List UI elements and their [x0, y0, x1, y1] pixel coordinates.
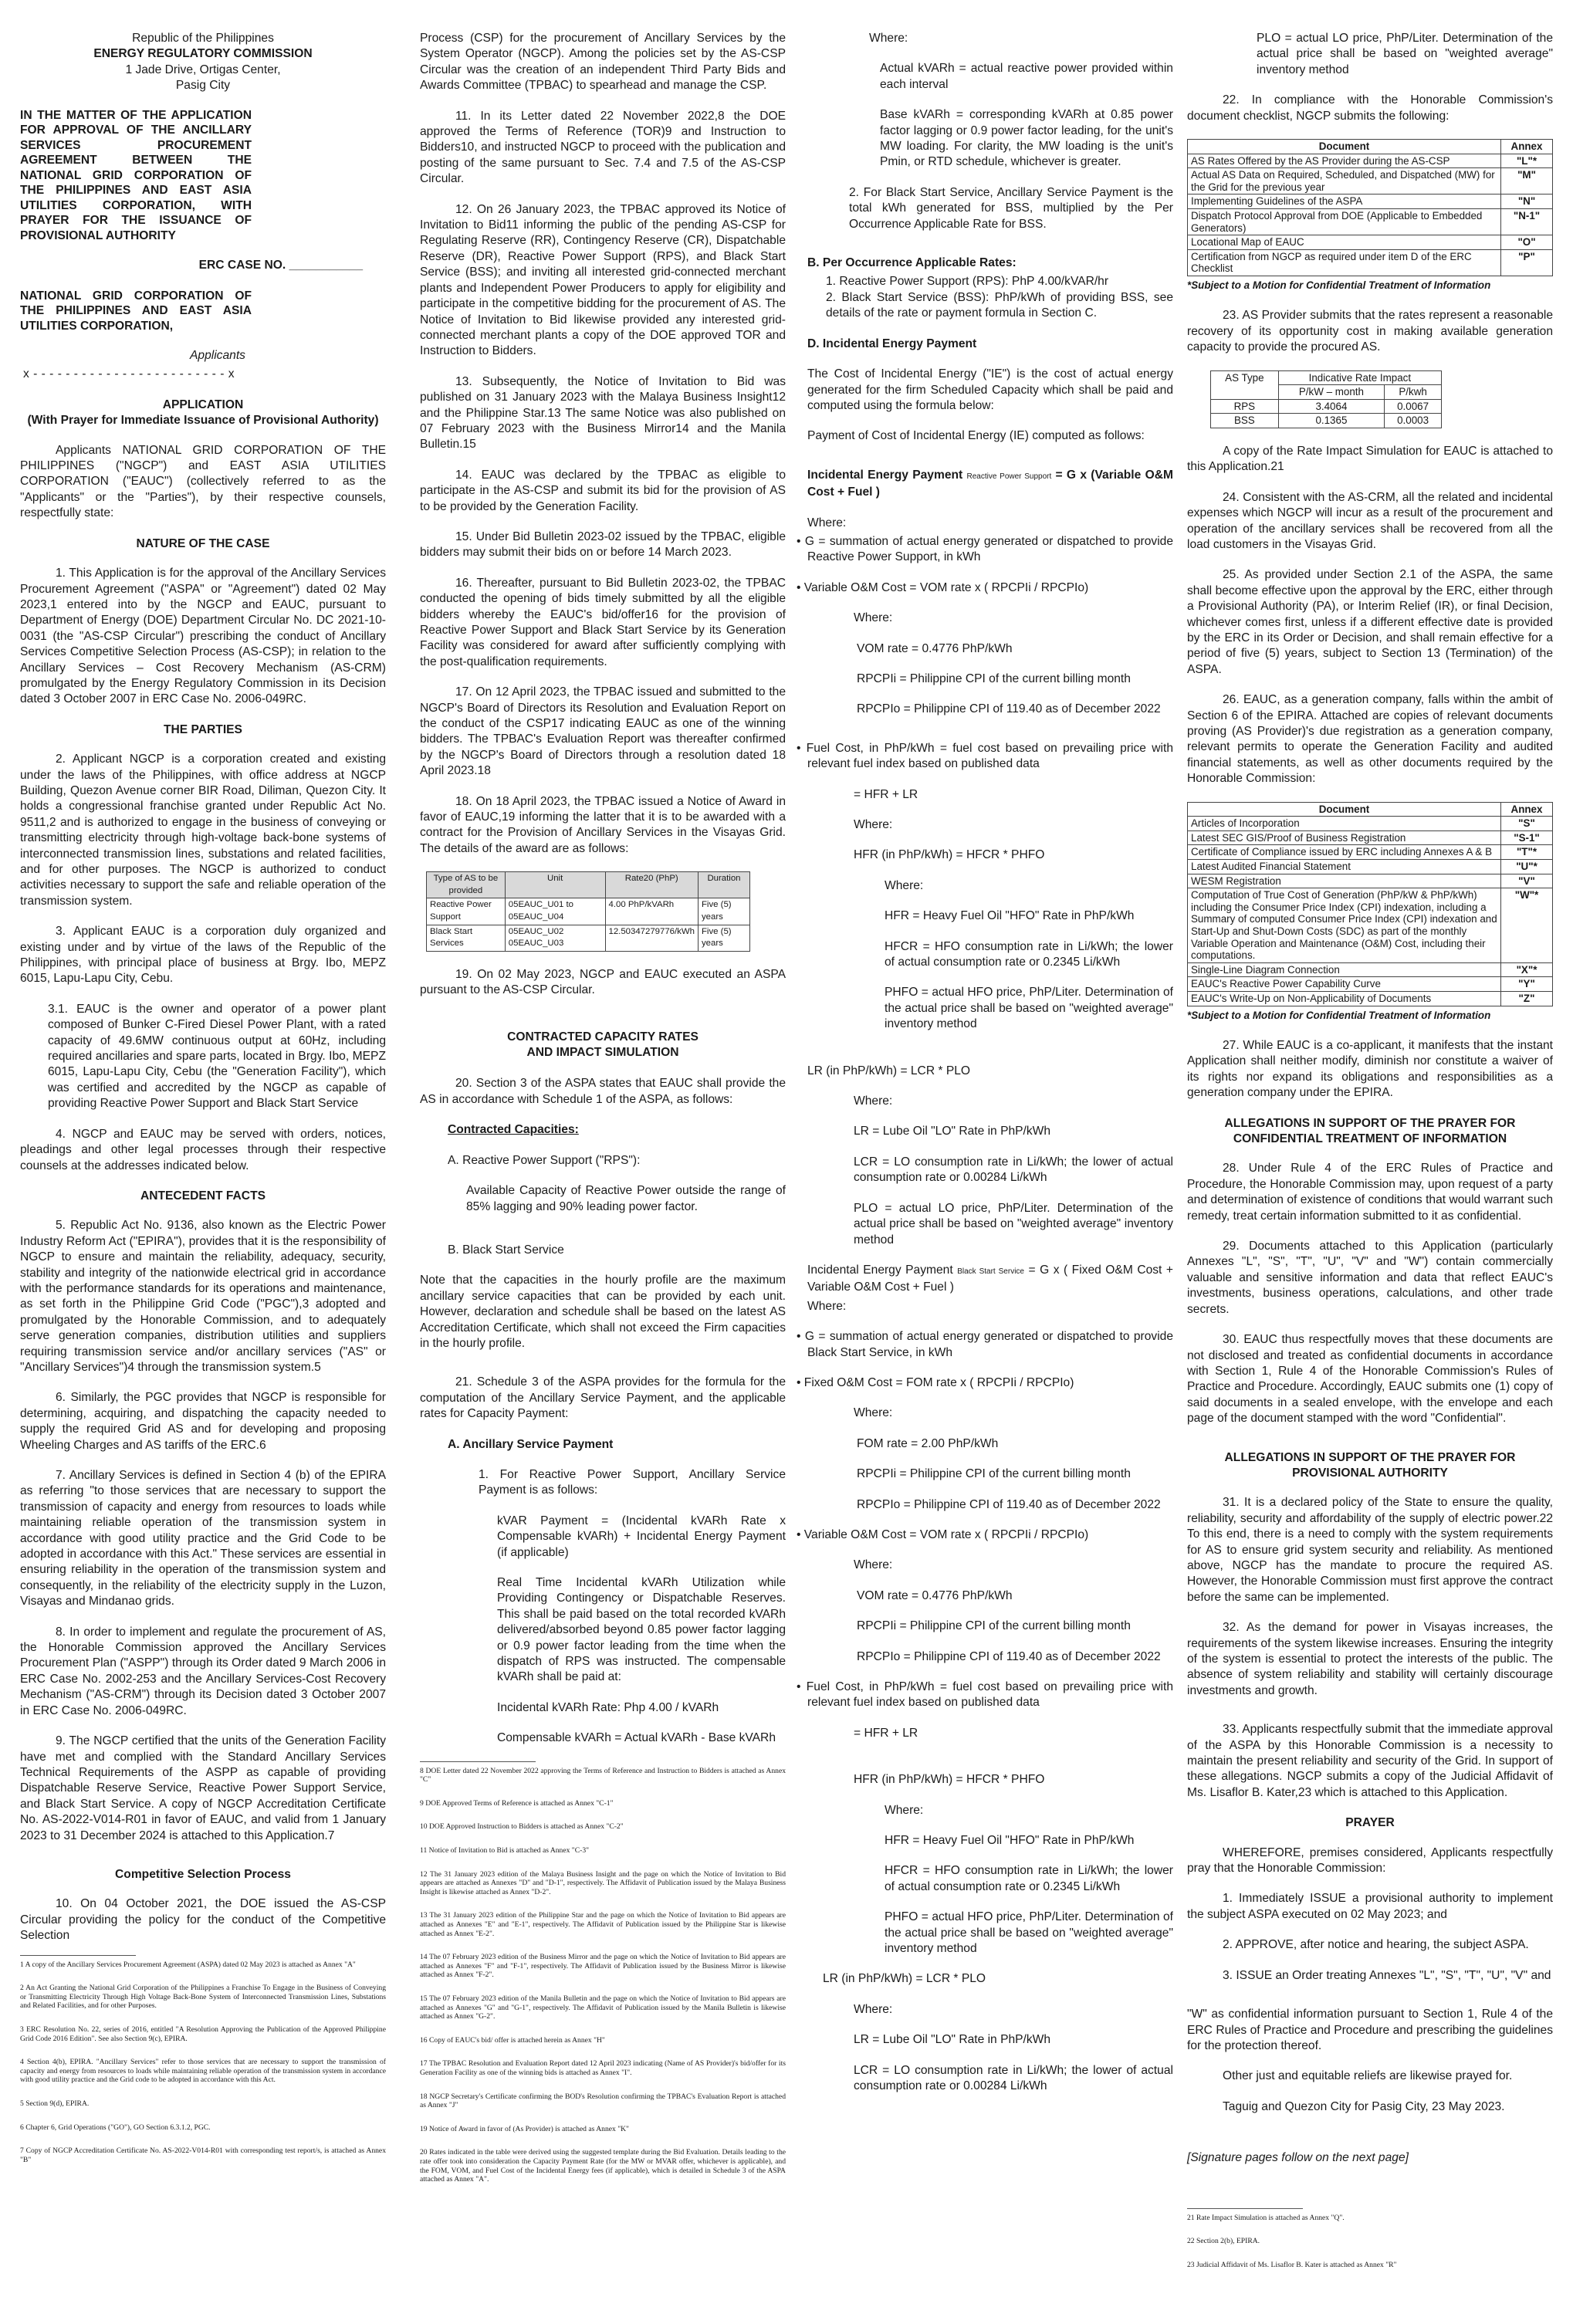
table-row [1211, 399, 1442, 414]
document-subtitle: (With Prayer for Immediate Issuance of Provisional Authority) [27, 414, 379, 428]
paragraph: Payment of Cost of Incidental Energy (IE) computed as follows: [807, 429, 1145, 443]
paragraph: 22. In compliance with the Honorable Commission's document checklist, NGCP submits the following: [1187, 93, 1553, 123]
footnote: 1 A copy of the Ancillary Services Procurement Agreement (ASPA) dated 02 May 2023 is attached as Annex "A" [20, 1960, 356, 1969]
court-header [20, 31, 386, 94]
footnote: 6 Chapter 6, Grid Operations ("GO"), GO Section 6.3.1.2, PGC. [20, 2123, 211, 2132]
table-header: Unit [505, 872, 605, 898]
table-row [1188, 209, 1553, 235]
definition: HFR = Heavy Fuel Oil "HFO" Rate in PhP/kWh [885, 1834, 1135, 1848]
table-cell: "P" [1501, 249, 1553, 276]
footnote: 5 Section 9(d), EPIRA. [20, 2099, 90, 2108]
bullet-item: • Fuel Cost, in PhP/kWh = fuel cost based on prevailing price with relevant fuel index based on published data [797, 1680, 1173, 1710]
signature-note: [Signature pages follow on the next page] [1187, 2151, 1409, 2165]
paragraph: 12. On 26 January 2023, the TPBAC approved its Notice of Invitation to Bid11 informing the public of the pending AS-CSP for Regulating Reserve (RR), Contingency Reserve (CR), Dispatchable Reserve (DR), Reactive Power Support (RPS), and Black Start Service (BSS); and inviting all interested grid-connected merchant plants and Independent Power Producers to apply for eligibility and participate in the competitive bidding for the procurement of AS. The Notice of Invitation to Bid likewise provided any interested grid-connected merchant plants a copy of the DOE approved TOR and Instruction to Bidders. [420, 202, 786, 358]
bullet-item: • Variable O&M Cost = VOM rate x ( RPCPIi / RPCPIo) [797, 1527, 1089, 1541]
court-line: ENERGY REGULATORY COMMISSION [93, 47, 313, 61]
table-row [1188, 888, 1553, 963]
paragraph: 8. In order to implement and regulate the procurement of AS, the Honorable Commission approved the Ancillary Services Procurement Plan ("ASPP") through its Order dated 9 March 2006 in ERC Case No. 2002-253 and the Ancillary Services-Cost Recovery Mechanism ("AS-CRM") through its Decision dated 3 October 2007 in ERC Case No. 2006-049RC. [20, 1625, 386, 1717]
annex-table-2 [1187, 802, 1553, 1006]
paragraph: Other just and equitable reliefs are likewise prayed for. [1223, 2069, 1513, 2083]
bullet-item: • Variable O&M Cost = VOM rate x ( RPCPIi / RPCPIo) [797, 580, 1089, 594]
table-cell: 0.0003 [1385, 414, 1442, 428]
label: Where: [807, 1299, 847, 1313]
definition: Fuel Cost, in PhP/kWh = fuel cost based on prevailing price with relevant fuel index based on published data [806, 741, 1173, 771]
section-heading: THE PARTIES [164, 722, 242, 736]
footnote: 19 Notice of Award in favor of (As Provider) is attached as Annex "K" [420, 2124, 629, 2133]
table-cell: Implementing Guidelines of the ASPA [1188, 195, 1501, 209]
list-item: B. Black Start Service [448, 1243, 564, 1257]
footnote: 16 Copy of EAUC's bid/ offer is attached herein as Annex "H" [420, 2035, 605, 2045]
table-cell: "Y" [1501, 977, 1553, 992]
table-header: Document [1188, 140, 1501, 154]
table-cell: 05EAUC_U02 05EAUC_U03 [505, 925, 605, 951]
footnotes [1187, 2214, 1553, 2270]
annex-table-1 [1187, 139, 1553, 276]
table-cell: "N" [1501, 195, 1553, 209]
table-cell: "M" [1501, 168, 1553, 195]
definition: HFCR = HFO consumption rate in Li/kWh; the lower of actual consumption rate or 0.2345 Li/kWh [885, 939, 1173, 969]
table-row [1188, 235, 1553, 250]
table-cell: 05EAUC_U01 to 05EAUC_U04 [505, 898, 605, 925]
table-header: Duration [698, 872, 749, 898]
footnote: 20 Rates indicated in the table were derived using the suggested template during the Bid Evaluation. Details leading to the rate offer took into consideration the Capacity Payment Rate (for the MW or MVAR offer, whichever is applicable), and the FOM, VOM, and Fuel Cost of the Incidental Energy fees (if applicable), which is detailed in Schedule 3 of the ASPA attached as Annex "A". [420, 2148, 786, 2184]
definition: RPCPIo = Philippine CPI of 119.40 as of December 2022 [857, 1649, 1161, 1663]
definition: LR = Lube Oil "LO" Rate in PhP/kWh [854, 1125, 1051, 1138]
paragraph: 6. Similarly, the PGC provides that NGCP is responsible for determining, acquiring, and dispatching the capacity needed to supply the required Grid AS and for developing and proposing Wheeling Charges and AS tariffs of the ERC.6 [20, 1391, 386, 1452]
definition: HFCR = HFO consumption rate in Li/kWh; the lower of actual consumption rate or 0.2345 Li/kWh [885, 1864, 1173, 1893]
paragraph: 11. In its Letter dated 22 November 2022,8 the DOE approved the Terms of Reference (TOR)9 and Instruction to Bidders10, and instructed NGCP to proceed with the publication and posting of the same pursuant to Sec. 7.4 and 7.5 of the AS-CSP Circular. [420, 109, 786, 186]
table-cell: Reactive Power Support [427, 898, 506, 925]
table-cell: EAUC's Write-Up on Non-Applicability of Documents [1188, 992, 1501, 1006]
table-header: Type of AS to be provided [427, 872, 506, 898]
paragraph: 29. Documents attached to this Application (particularly Annexes "L", "S", "T", "U", "V" and "W") contain commercially valuable and sensitive information and data that reflect EAUC's investments, business operations, calculations, and other trade secrets. [1187, 1240, 1553, 1316]
table-cell: "W"* [1501, 888, 1553, 963]
table-header-row [1188, 802, 1553, 817]
table-cell: Black Start Services [427, 925, 506, 951]
paragraph: Real Time Incidental kVARh Utilization while Providing Contingency or Dispatchable Reserves. This shall be paid based on the total recorded kVARh delivered/absorbed beyond 0.85 power factor lagging or 0.9 power factor leading from the time when the dispatch of RPS was instructed. The compensable kVARh shall be paid at: [497, 1576, 786, 1684]
definition: PLO = actual LO price, PhP/Liter. Determination of the actual price shall be based on "weighted average" inventory method [1257, 32, 1553, 76]
formula [807, 468, 1173, 501]
definition: Variable O&M Cost = VOM rate x ( RPCPIi / RPCPIo) [803, 1527, 1089, 1541]
paragraph: Available Capacity of Reactive Power outside the range of 85% lagging and 90% leading power factor. [466, 1184, 786, 1213]
table-cell: 4.00 PhP/kVARh [605, 898, 698, 925]
paragraph: 3.1. EAUC is the owner and operator of a power plant composed of Bunker C-Fired Diesel Power Plant, with a rated capacity of 49.6MW continuous output at 60Hz, including required ancillaries and spare parts, located in Brgy. Ibo, MEPZ 6015, Lapu-Lapu City, Cebu (the "Generation Facility"), which was certified and accredited by the NGCP as capable of providing Reactive Power Support and Black Start Service [48, 1002, 386, 1111]
table-cell: 12.50347279776/kWh [605, 925, 698, 951]
footnote: 21 Rate Impact Simulation is attached as Annex "Q". [1187, 2213, 1345, 2222]
applicants-label: Applicants [190, 349, 245, 363]
definition: G = summation of actual energy generated or dispatched to provide Reactive Power Support, in kWh [804, 534, 1174, 564]
definition: Variable O&M Cost = VOM rate x ( RPCPIi / RPCPIo) [803, 580, 1089, 594]
paragraph: 21. Schedule 3 of the ASPA provides for the formula for the computation of the Ancillary Service Payment, and the applicable rates for Capacity Payment: [420, 1375, 786, 1421]
table-header: Indicative Rate Impact [1278, 370, 1441, 385]
list-item: 1. Reactive Power Support (RPS): PhP 4.00/kVAR/hr [826, 275, 1109, 289]
bullet-item: • G = summation of actual energy generated or dispatched to provide Black Start Service, in kWh [797, 1330, 1174, 1359]
paragraph: 31. It is a declared policy of the State to ensure the quality, reliability, security and affordability of the supply of electric power.22 To this end, there is a need to comply with the system requirements for AS to ensure grid system security and reliability. As mentioned above, NGCP has the mandate to procure the required AS. However, the Honorable Commission must first approve the contract before the same can be implemented. [1187, 1496, 1553, 1604]
table-cell: Five (5) years [698, 898, 749, 925]
footnote: 2 An Act Granting the National Grid Corporation of the Philippines a Franchise To Engage in the Business of Conveying or Transmitting Electricity Through High Voltage Back-Bone System of Interconnected Transmission Lines, Substations and Related Facilities, and for other Purposes. [20, 1984, 386, 2011]
label: Where: [807, 516, 847, 529]
footnote: 8 DOE Letter dated 22 November 2022 approving the Terms of Reference and Instruction to Bidders is attached as Annex "C" [420, 1766, 786, 1784]
definition: RPCPIi = Philippine CPI of the current billing month [857, 1467, 1131, 1481]
table-cell: Five (5) years [698, 925, 749, 951]
footnote: 7 Copy of NGCP Accreditation Certificate No. AS-2022-V014-R01 with corresponding test report/s, is attached as Annex "B" [20, 2146, 386, 2164]
section-heading: Competitive Selection Process [115, 1867, 291, 1881]
definition: Fixed O&M Cost = FOM rate x ( RPCPIi / RPCPIo) [803, 1375, 1074, 1389]
section-heading: AND IMPACT SIMULATION [526, 1046, 679, 1060]
paragraph: 15. Under Bid Bulletin 2023-02 issued by the TPBAC, eligible bidders may submit their bids on or before 14 March 2023. [420, 529, 786, 560]
paragraph: 28. Under Rule 4 of the ERC Rules of Practice and Procedure, the Honorable Commission may, upon request of a party and determination of existence of conditions that would warrant such remedy, treat certain information submitted to it as confidential. [1187, 1162, 1553, 1223]
table-cell: EAUC's Reactive Power Capability Curve [1188, 977, 1501, 992]
label: Where: [854, 1094, 893, 1108]
footnote: 12 The 31 January 2023 edition of the Malaya Business Insight and the page on which the Notice of Invitation to Bid appears are attached as Annexes "D" and "D-1", respectively. The Affidavit of Publication issued by the Malaya Business Insight is likewise attached as Annex "D-2". [420, 1869, 786, 1896]
section-heading: ANTECEDENT FACTS [140, 1189, 266, 1203]
footnote: 3 ERC Resolution No. 22, series of 2016, entitled "A Resolution Approving the Publication of the Approved Philippine Grid Code 2016 Edition". See also Section 9(c), EPIRA. [20, 2025, 386, 2043]
paragraph: 24. Consistent with the AS-CRM, all the related and incidental expenses which NGCP will incur as a result of the procurement and operation of the ancillary services shall be recovered from all the load customers in the Visayas Grid. [1187, 490, 1553, 551]
table-cell: "O" [1501, 235, 1553, 250]
case-matter: IN THE MATTER OF THE APPLICATION FOR APPROVAL OF THE ANCILLARY SERVICES PROCUREMENT AGREEMENT BETWEEN THE NATIONAL GRID CORPORATION OF THE PHILIPPINES AND EAST ASIA UTILITIES CORPORATION, WITH PRAYER FOR THE ISSUANCE OF PROVISIONAL AUTHORITY [20, 108, 252, 242]
paragraph: 7. Ancillary Services is defined in Section 4 (b) of the EPIRA as referring "to those services that are necessary to support the transmission of capacity and energy from resources to loads while maintaining reliable operation of the transmission system in accordance with good utility practice and the Grid Code to be adopted in accordance with this Act." These services are essential in ensuring reliability in the operation of the transmission system and consequently, in the reliability of the electricity supply in the Luzon, Visayas and Mindanao grids. [20, 1469, 386, 1609]
table-cell: "N-1" [1501, 209, 1553, 235]
formula: Incidental kVARh Rate: Php 4.00 / kVARh [497, 1700, 719, 1714]
bullet-item: • Fuel Cost, in PhP/kWh = fuel cost based on prevailing price with relevant fuel index based on published data [797, 741, 1173, 771]
prayer-item: 2. APPROVE, after notice and hearing, the subject ASPA. [1223, 1938, 1529, 1952]
formula: = HFR + LR [854, 787, 918, 801]
table-cell: WESM Registration [1188, 874, 1501, 888]
table-cell: Locational Map of EAUC [1188, 235, 1501, 250]
formula-name: Incidental Energy Payment [807, 468, 963, 482]
definition: Base kVARh = corresponding kVARh at 0.85 power factor lagging or 0.9 power factor leading, for the unit's MW loading. For clarity, the MW loading is the unit's Pmin, or RTD schedule, whichever is greater. [880, 108, 1173, 169]
formula: HFR (in PhP/kWh) = HFCR * PHFO [854, 848, 1045, 862]
paragraph: 25. As provided under Section 2.1 of the ASPA, the same shall become effective upon the approval by the ERC, either through a Provisional Authority (PA), or Interim Relief (IR), or final Decision, whichever comes first, unless if a different effective date is provided by the ERC in its Order or Decision, and shall remain effective for a period of five (5) years, subject to Section 13 (Termination) of the ASPA. [1187, 568, 1553, 676]
footnote-rule [20, 1955, 136, 1956]
formula: LR (in PhP/kWh) = LCR * PLO [807, 1064, 971, 1077]
table-cell: AS Rates Offered by the AS Provider during the AS-CSP [1188, 154, 1501, 168]
intro-paragraph: Applicants NATIONAL GRID CORPORATION OF THE PHILIPPINES ("NGCP") and EAST ASIA UTILITIES CORPORATION ("EAUC") (collectively referred to as the "Applicants" or the "Parties"), by their respective counsels, respectfully state: [20, 443, 386, 520]
formula-subscript: Black Start Service [957, 1267, 1024, 1276]
table-row [1188, 168, 1553, 195]
formula: = HFR + LR [854, 1726, 918, 1740]
section-heading: NATURE OF THE CASE [136, 536, 270, 550]
paragraph: 27. While EAUC is a co-applicant, it manifests that the instant Application shall neither modify, diminish nor constitute a waiver of its rights nor expand its obligations and responsibilities as a generation company under the EPIRA. [1187, 1039, 1553, 1100]
list-item: 2. For Black Start Service, Ancillary Service Payment is the total kWh generated for BSS, multiplied by the Per Occurrence Applicable Rate for BSS. [849, 185, 1173, 231]
paragraph: 26. EAUC, as a generation company, falls within the ambit of Section 6 of the EPIRA. Attached are copies of relevant documents proving (AS Provider)'s due registration as a generation company, relevant permits to operate the Generation Facility and audited financial statements, as well as other documents required by the Honorable Commission: [1187, 693, 1553, 786]
definition: LCR = LO consumption rate in Li/kWh; the lower of actual consumption rate or 0.00284 Li/kWh [854, 1155, 1173, 1185]
table-row [1188, 874, 1553, 888]
table-cell: Actual AS Data on Required, Scheduled, and Dispatched (MW) for the Grid for the previous year [1188, 168, 1501, 195]
paragraph: 4. NGCP and EAUC may be served with orders, notices, pleadings and other legal processes through their respective counsels at the addresses indicated below. [20, 1127, 386, 1172]
footnotes [420, 1767, 786, 2184]
case-parties: NATIONAL GRID CORPORATION OF THE PHILIPPINES AND EAST ASIA UTILITIES CORPORATION, [20, 289, 252, 333]
court-line: 1 Jade Drive, Ortigas Center, [125, 63, 281, 76]
paragraph: 1. This Application is for the approval of the Ancillary Services Procurement Agreement ("ASPA" or "Agreement") dated 02 May 2023,1 entered into by the NGCP and EAUC, pursuant to Department of Energy (DOE) Department Circular No. DC 2021-10-0031 (the "AS-CSP Circular") prescribing the conduct of Ancillary Services Competitive Selection Process (AS-CSP); in relation to the Ancillary Services – Cost Recovery Mechanism (AS-CRM) promulgated by the Energy Regulatory Commission in its Decision dated 3 October 2007 in ERC Case No. 2006-049RC. [20, 567, 386, 706]
table-cell: "X"* [1501, 962, 1553, 977]
paragraph: 18. On 18 April 2023, the TPBAC issued a Notice of Award in favor of EAUC,19 informing the latter that it is to be awarded with a contract for the Provision of Ancillary Services in the Visayas Grid. The details of the award are as follows: [420, 794, 786, 855]
table-cell: BSS [1211, 414, 1279, 428]
page-column-2 [420, 31, 786, 2199]
paragraph: 10. On 04 October 2021, the DOE issued the AS-CSP Circular providing the policy for the conduct of the Competitive Selection [20, 1897, 386, 1943]
table-note: *Subject to a Motion for Confidential Treatment of Information [1187, 279, 1491, 291]
place-date: Taguig and Quezon City for Pasig City, 23 May 2023. [1223, 2099, 1505, 2113]
definition: PHFO = actual HFO price, PhP/Liter. Determination of the actual price shall be based on "weighted average" inventory method [885, 1910, 1173, 1956]
caption-separator: x - - - - - - - - - - - - - - - - - - - - - - - - x [23, 367, 235, 381]
definition: VOM rate = 0.4776 PhP/kWh [857, 1588, 1013, 1602]
case-number: ERC CASE NO. ___________ [198, 259, 363, 272]
table-row [1211, 414, 1442, 428]
footnote: 22 Section 2(b), EPIRA. [1187, 2237, 1260, 2246]
table-header-row [1211, 370, 1442, 385]
table-cell: Latest SEC GIS/Proof of Business Registration [1188, 830, 1501, 845]
paragraph: WHEREFORE, premises considered, Applicants respectfully pray that the Honorable Commission: [1187, 1845, 1553, 1876]
table-note: *Subject to a Motion for Confidential Treatment of Information [1187, 1009, 1491, 1021]
footnote: 13 The 31 January 2023 edition of the Philippine Star and the page on which the Notice of Invitation to Bid appears are attached as Annexes "E" and "E-1", respectively. The Affidavit of Publication issued by the Philippine Star is likewise attached as Annex "E-2". [420, 1911, 786, 1938]
label: Where: [854, 818, 893, 831]
paragraph: 19. On 02 May 2023, NGCP and EAUC executed an ASPA pursuant to the AS-CSP Circular. [420, 967, 786, 997]
award-table [426, 871, 750, 952]
section-heading: PRAYER [1345, 1816, 1395, 1830]
label: Where: [885, 1803, 924, 1817]
list-item: 2. Black Start Service (BSS): PhP/kWh of providing BSS, see details of the rate or payment formula in Section C. [826, 290, 1173, 320]
section-heading: PROVISIONAL AUTHORITY [1292, 1466, 1448, 1480]
table-header: Rate20 (PhP) [605, 872, 698, 898]
table-cell: Articles of Incorporation [1188, 817, 1501, 831]
definition: LCR = LO consumption rate in Li/kWh; the lower of actual consumption rate or 0.00284 Li/kWh [854, 2063, 1173, 2093]
table-cell: "L"* [1501, 154, 1553, 168]
footnote-rule [420, 1761, 536, 1762]
list-item: A. Reactive Power Support ("RPS"): [448, 1153, 641, 1167]
table-cell: "Z" [1501, 992, 1553, 1006]
definition: RPCPIi = Philippine CPI of the current billing month [857, 1619, 1131, 1633]
subheading: Contracted Capacities: [448, 1123, 579, 1137]
table-row [1188, 154, 1553, 168]
section-heading: ALLEGATIONS IN SUPPORT OF THE PRAYER FOR [1224, 1116, 1516, 1130]
footnotes [20, 1960, 386, 2165]
table-cell: "S-1" [1501, 830, 1553, 845]
definition: PLO = actual LO price, PhP/Liter. Determination of the actual price shall be based on "weighted average" inventory method [854, 1201, 1173, 1247]
table-header: P/kwh [1385, 385, 1442, 400]
definition: RPCPIo = Philippine CPI of 119.40 as of December 2022 [857, 1497, 1161, 1511]
label: Where: [854, 2002, 893, 2016]
court-line: Republic of the Philippines [132, 32, 274, 45]
table-cell: RPS [1211, 399, 1279, 414]
table-cell: Single-Line Diagram Connection [1188, 962, 1501, 977]
formula-body: = G x ( Fixed O&M Cost + Variable O&M Cost + Fuel ) [807, 1263, 1173, 1294]
table-cell: "S" [1501, 817, 1553, 831]
paragraph: 16. Thereafter, pursuant to Bid Bulletin 2023-02, the TPBAC conducted the opening of bids timely submitted by all the eligible bidders whereby the EAUC's bid/offer16 for the provision of Reactive Power Support and Black Start Service by its Generation Facility was considered for award after sufficiently complying with the post-qualification requirements. [420, 576, 786, 668]
table-header-row [1188, 140, 1553, 154]
paragraph: 9. The NGCP certified that the units of the Generation Facility have met and complied with the Standard Ancillary Services Technical Requirements of the ASPP as capable of providing Dispatchable Reserve Service, Reactive Power Support Service, and Black Start Service. A copy of NGCP Accreditation Certificate No. AS-2022-V014-R01 in favor of EAUC, and valid from 1 January 2023 to 31 December 2024 is attached to this Application.7 [20, 1734, 386, 1842]
table-cell: 3.4064 [1278, 399, 1384, 414]
bullet-item: • G = summation of actual energy generated or dispatched to provide Reactive Power Support, in kWh [797, 534, 1174, 564]
formula: LR (in PhP/kWh) = LCR * PLO [823, 1972, 986, 1986]
prayer-item: "W" as confidential information pursuant to Section 1, Rule 4 of the ERC Rules of Practice and Procedure and prescribing the guidelines for the protection thereof. [1187, 2008, 1553, 2052]
table-row [1188, 962, 1553, 977]
table-row [1188, 195, 1553, 209]
definition: LR = Lube Oil "LO" Rate in PhP/kWh [854, 2033, 1051, 2047]
table-cell: Certificate of Compliance issued by ERC including Annexes A & B [1188, 845, 1501, 860]
page-column-4 [1187, 31, 1553, 2284]
table-header: Document [1188, 802, 1501, 817]
table-header: AS Type [1211, 370, 1279, 399]
table-header: P/kW – month [1278, 385, 1384, 400]
definition: Actual kVARh = actual reactive power provided within each interval [880, 62, 1173, 91]
label: Where: [854, 1558, 893, 1572]
footnote: 23 Judicial Affidavit of Ms. Lisaflor B. Kater is attached as Annex "R" [1187, 2260, 1397, 2269]
footnote: 18 NGCP Secretary's Certificate confirming the BOD's Resolution confirming the TPBAC's Evaluation Report is attached as Annex "J" [420, 2092, 786, 2110]
definition: VOM rate = 0.4776 PhP/kWh [857, 641, 1013, 655]
formula [807, 1263, 1173, 1296]
paragraph: The Cost of Incidental Energy ("IE") is the cost of actual energy generated for the firm Scheduled Capacity which shall be paid and computed using the formula below: [807, 367, 1173, 412]
paragraph: 20. Section 3 of the ASPA states that EAUC shall provide the AS in accordance with Schedule 1 of the ASPA, as follows: [420, 1077, 786, 1106]
paragraph: 14. EAUC was declared by the TPBAC as eligible to participate in the AS-CSP and submit its bid for the provision of AS to be provided by the Generation Facility. [420, 468, 786, 513]
paragraph: 3. Applicant EAUC is a corporation duly organized and existing under and by virtue of the laws of the Republic of the Philippines, with principal place of business at Brgy. Ibo, MEPZ 6015, Lapu-Lapu City, Cebu. [20, 925, 386, 986]
rate-impact-table [1210, 370, 1442, 428]
definition: PHFO = actual HFO price, PhP/Liter. Determination of the actual price shall be based on "weighted average" inventory method [885, 986, 1173, 1031]
paragraph: Process (CSP) for the procurement of Ancillary Services by the System Operator (NGCP). Among the policies set by the AS-CSP Circular was the creation of an independent Third Party Bids and Awards Committee (TPBAC) to spearhead and manage the CSP. [420, 32, 786, 93]
table-row [1188, 860, 1553, 874]
paragraph: 30. EAUC thus respectfully moves that these documents are not disclosed and treated as confidential documents in accordance with Section 1, Rule 4 of the Honorable Commission's Rules of Practice and Procedure. Accordingly, EAUC submits one (1) copy of said documents in a sealed envelope, with the envelope and each page of the document stamped with the word "Confidential". [1187, 1333, 1553, 1426]
subheading: B. Per Occurrence Applicable Rates: [807, 256, 1017, 270]
footnote: 9 DOE Approved Terms of Reference is attached as Annex "C-1" [420, 1798, 614, 1808]
paragraph: 13. Subsequently, the Notice of Invitation to Bid was published on 31 January 2023 with the Malaya Business Insight12 and the Philippine Star.13 The same Notice was also published on 07 February 2023 with the Business Mirror14 and the Manila Bulletin.15 [420, 374, 786, 452]
paragraph: 32. As the demand for power in Visayas increases, the requirements of the system likewise increases. Ensuring the integrity of the system is essential to protect the interests of the public. The absence of system reliability and stability will certainly discourage investments and growth. [1187, 1621, 1553, 1697]
table-cell: Certification from NGCP as required under item D of the ERC Checklist [1188, 249, 1501, 276]
footnote: 4 Section 4(b), EPIRA. "Ancillary Services" refer to those services that are necessary to support the transmission of capacity and energy from resources to loads while maintaining reliable operation of the transmission system in accordance with good utility practice and the Grid code to be adopted in accordance with this Act. [20, 2058, 386, 2085]
bullet-item: • Fixed O&M Cost = FOM rate x ( RPCPIi / RPCPIo) [797, 1375, 1074, 1389]
table-cell: "T"* [1501, 845, 1553, 860]
definition: RPCPIo = Philippine CPI of 119.40 as of December 2022 [857, 702, 1161, 716]
table-row [427, 925, 750, 951]
table-header: Annex [1501, 802, 1553, 817]
prayer-item: 3. ISSUE an Order treating Annexes "L", "S", "T", "U", "V" and [1223, 1968, 1551, 1982]
subheading: A. Ancillary Service Payment [448, 1437, 614, 1451]
paragraph: 33. Applicants respectfully submit that the immediate approval of the ASPA by this Honorable Commission is a necessity to maintain the present reliability and security of the Grid. In support of these allegations. NGCP submits a copy of the Judicial Affidavit of Ms. Lisaflor B. Kater,23 which is attached to this Application. [1187, 1723, 1553, 1799]
table-row [1188, 249, 1553, 276]
table-row [427, 898, 750, 925]
page-column-1 [20, 31, 386, 2179]
table-cell: "U"* [1501, 860, 1553, 874]
table-cell: Dispatch Protocol Approval from DOE (Applicable to Embedded Generators) [1188, 209, 1501, 235]
table-cell: 0.0067 [1385, 399, 1442, 414]
label: Where: [869, 32, 908, 45]
footnote-rule [1187, 2208, 1303, 2209]
definition: Fuel Cost, in PhP/kWh = fuel cost based on prevailing price with relevant fuel index based on published data [806, 1680, 1173, 1710]
table-row [1188, 845, 1553, 860]
footnote: 15 The 07 February 2023 edition of the Manila Bulletin and the page on which the Notice of Invitation to Bid appears are attached as Annexes "G" and "G-1", respectively. The Affidavit of Publication issued by the Manila Bulletin is likewise attached as Annex "G-2". [420, 1994, 786, 2021]
table-row [1188, 830, 1553, 845]
formula: HFR (in PhP/kWh) = HFCR * PHFO [854, 1773, 1045, 1787]
section-heading: ALLEGATIONS IN SUPPORT OF THE PRAYER FOR [1224, 1450, 1516, 1464]
formula-name: Incidental Energy Payment [807, 1263, 953, 1277]
label: Where: [885, 878, 924, 892]
subheading: D. Incidental Energy Payment [807, 337, 977, 350]
formula: kVAR Payment = (Incidental kVARh Rate x Compensable kVARh) + Incidental Energy Payment (if applicable) [497, 1514, 786, 1559]
footnote: 14 The 07 February 2023 edition of the Business Mirror and the page on which the Notice of Invitation to Bid appears are attached as Annexes "F" and "F-1", respectively. The Affidavit of Publication issued by the Business Mirror is likewise attached as Annex "F-2". [420, 1953, 786, 1980]
page-column-3 [797, 31, 1174, 2109]
footnote: 17 The TPBAC Resolution and Evaluation Report dated 12 April 2023 indicating (Name of AS Provider)'s bid/offer for its Generation Facility as one of the winning bids is attached as Annex "I". [420, 2059, 786, 2077]
section-heading: CONFIDENTIAL TREATMENT OF INFORMATION [1233, 1132, 1507, 1146]
paragraph: 2. Applicant NGCP is a corporation created and existing under the laws of the Philippines, with office address at NGCP Building, Quezon Avenue corner BIR Road, Diliman, Quezon City. It holds a congressional franchise granted under Republic Act No. 9511,2 and is authorized to engage in the business of conveying or transmitting electricity through high-voltage back-bone systems of interconnected transmission lines, substations and related facilities, and for other purposes. The NGCP is authorized to conduct activities necessary to support the safe and reliable operation of the transmission system. [20, 753, 386, 908]
list-item: 1. For Reactive Power Support, Ancillary Service Payment is as follows: [479, 1467, 786, 1497]
label: Where: [854, 1406, 893, 1420]
table-header: Annex [1501, 140, 1553, 154]
table-cell: "V" [1501, 874, 1553, 888]
formula: Compensable kVARh = Actual kVARh - Base kVARh [497, 1731, 776, 1745]
paragraph: A copy of the Rate Impact Simulation for EAUC is attached to this Application.21 [1187, 444, 1553, 474]
section-heading: CONTRACTED CAPACITY RATES [507, 1030, 699, 1044]
table-row [1188, 992, 1553, 1006]
footnote: 11 Notice of Invitation to Bid is attached as Annex "C-3" [420, 1846, 590, 1855]
document-title: APPLICATION [162, 397, 244, 411]
paragraph: Note that the capacities in the hourly profile are the maximum ancillary service capacities that can be provided by each unit. However, declaration and schedule shall be based on the latest AS Accreditation Certificate, which shall not exceed the Firm capacities in the hourly profile. [420, 1274, 786, 1350]
table-row [1188, 977, 1553, 992]
court-line: Pasig City [175, 79, 231, 93]
definition: HFR = Heavy Fuel Oil "HFO" Rate in PhP/kWh [885, 909, 1135, 923]
label: Where: [854, 611, 893, 625]
formula-subscript: Reactive Power Support [966, 472, 1052, 481]
table-cell: 0.1365 [1278, 414, 1384, 428]
footnote: 10 DOE Approved Instruction to Bidders is attached as Annex "C-2" [420, 1822, 624, 1832]
table-cell: Computation of True Cost of Generation (PhP/kW & PhP/kWh) including the Consumer Price Index (CPI) indexation, including a Summary of computed Consumer Price Index (CPI) indexation and Start-Up and Shut-Down Costs (SDC) as part of the monthly Variable Operation and Maintenance (O&M) Cost, including their computations. [1188, 888, 1501, 963]
table-row [1188, 817, 1553, 831]
paragraph: 23. AS Provider submits that the rates represent a reasonable recovery of its opportunity cost in making available generation capacity to provide the procured AS. [1187, 309, 1553, 354]
definition: FOM rate = 2.00 PhP/kWh [857, 1436, 999, 1450]
prayer-item: 1. Immediately ISSUE a provisional authority to implement the subject ASPA executed on 02 May 2023; and [1187, 1892, 1553, 1921]
paragraph: 5. Republic Act No. 9136, also known as the Electric Power Industry Reform Act ("EPIRA"), provides that it is the responsibility of NGCP to ensure and maintain the reliability, adequacy, security, stability and integrity of the nationwide electrical grid in accordance with the performance standards for its operations and maintenance, as set forth in the Philippine Grid Code ("PGC"),3 adopted and promulgated by the Honorable Commission, and to adequately serve generation companies, distribution utilities and suppliers requiring transmission service and/or ancillary services ("AS" or "Ancillary Services")4 through the transmission system.5 [20, 1219, 386, 1374]
formula-body: = G x (Variable O&M Cost + Fuel ) [807, 468, 1173, 499]
definition: G = summation of actual energy generated or dispatched to provide Black Start Service, in kWh [804, 1330, 1174, 1359]
paragraph: 17. On 12 April 2023, the TPBAC issued and submitted to the NGCP's Board of Directors its Resolution and Evaluation Report on the conduct of the CSP17 indicating EAUC as one of the winning bidders. The TPBAC's Evaluation Report was thereafter confirmed by the NGCP's Board of Directors through a resolution dated 18 April 2023.18 [420, 685, 786, 778]
table-header-row [427, 872, 750, 898]
table-cell: Latest Audited Financial Statement [1188, 860, 1501, 874]
definition: RPCPIi = Philippine CPI of the current billing month [857, 671, 1131, 685]
